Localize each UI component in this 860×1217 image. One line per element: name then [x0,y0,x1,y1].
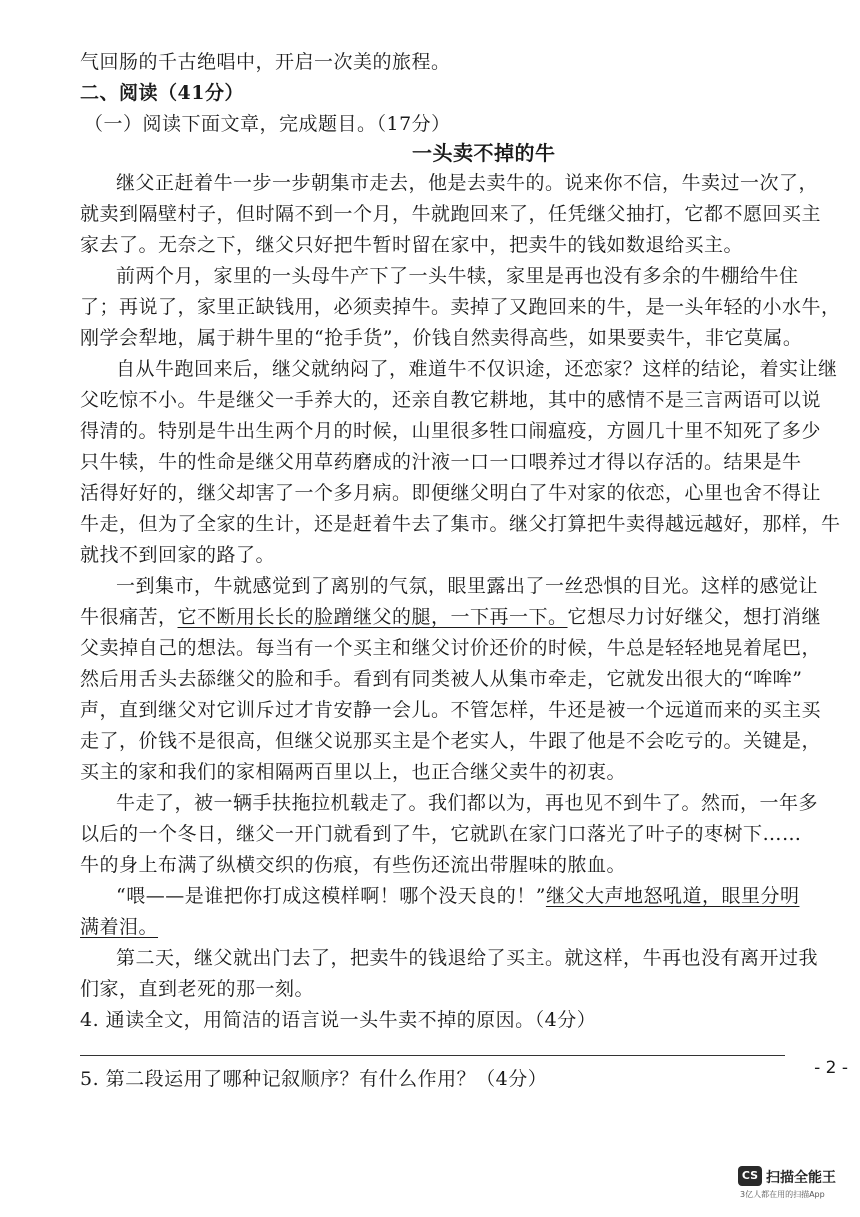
paragraph-line: 一到集市，牛就感觉到了离别的气氛，眼里露出了一丝恐惧的目光。这样的感觉让 [116,575,819,597]
paragraph-line: 们家，直到老死的那一刻。 [80,978,315,1000]
paragraph-line: 然后用舌头去舔继父的脸和手。看到有同类被人从集市牵走，它就发出很大的“哞哞” [80,668,803,690]
line-segment: 它想尽力讨好继父，想打消继 [567,606,822,628]
paragraph-line: 父吃惊不小。牛是继父一手养大的，还亲自教它耕地，其中的感情不是三言两语可以说 [80,389,822,411]
paragraph-line [116,883,799,909]
line-segment: 牛很痛苦， [80,606,178,628]
paragraph-line: 了；再说了，家里正缺钱用，必须卖掉牛。卖掉了又跑回来的牛，是一头年轻的小水牛， [80,296,841,318]
article-title: 一头卖不掉的牛 [412,141,556,165]
question-4: 4. 通读全文，用简洁的语言说一头牛卖不掉的原因。（4分） [80,1009,597,1031]
paragraph-line: 买主的家和我们的家相隔两百里以上，也正合继父卖牛的初衷。 [80,761,627,783]
line-segment: “喂——是谁把你打成这模样啊！哪个没天良的！” [116,885,546,907]
paragraph-line: 就找不到回家的路了。 [80,544,276,566]
paragraph-line: 继父正赶着牛一步一步朝集市走去，他是去卖牛的。说来你不信，牛卖过一次了， [116,172,819,194]
paragraph-line: 牛走了，被一辆手扶拖拉机载走了。我们都以为，再也见不到牛了。然而，一年多 [116,792,819,814]
camscanner-logo-icon: CS [738,1166,762,1186]
paragraph-line: 以后的一个冬日，继父一开门就看到了牛，它就趴在家门口落光了叶子的枣树下…… [80,823,802,845]
paragraph-line [80,604,821,630]
paragraph-line: 父卖掉自己的想法。每当有一个买主和继父讨价还价的时候，牛总是轻轻地晃着尾巴， [80,637,822,659]
paragraph-line: 刚学会犁地，属于耕牛里的“抢手货”，价钱自然卖得高些，如果要卖牛，非它莫属。 [80,327,803,349]
paragraph-line: 牛的身上布满了纵横交织的伤痕，有些伤还流出带腥味的脓血。 [80,854,627,876]
paragraph-line: 活得好好的，继父却害了一个多月病。即便继父明白了牛对家的依恋，心里也舍不得让 [80,482,822,504]
underlined-sentence: 继父大声地怒吼道，眼里分明 [545,885,800,907]
watermark-subtitle: 3亿人都在用的扫描App [740,1190,825,1199]
answer-line [80,1055,785,1056]
paragraph-line: 牛走，但为了全家的生计，还是赶着牛去了集市。继父打算把牛卖得越远越好，那样，牛 [80,513,841,535]
underlined-sentence: 它不断用长长的脸蹭继父的腿，一下再一下。 [177,606,568,628]
question-5: 5. 第二段运用了哪种记叙顺序？有什么作用？（4分） [80,1068,548,1090]
subsection-heading: （一）阅读下面文章，完成题目。（17分） [84,113,451,135]
text-line: 气回肠的千古绝唱中，开启一次美的旅程。 [80,51,451,73]
paragraph-line: 前两个月，家里的一头母牛产下了一头牛犊，家里是再也没有多余的牛棚给牛住 [116,265,799,287]
page-number: - 2 - [814,1058,848,1078]
scanner-watermark [738,1166,848,1206]
paragraph-line: 就卖到隔壁村子，但时隔不到一个月，牛就跑回来了，任凭继父抽打，它都不愿回买主 [80,203,822,225]
underlined-sentence: 满着泪。 [80,916,159,938]
paragraph-line: 得清的。特别是牛出生两个月的时候，山里很多牲口闹瘟疫，方圆几十里不知死了多少 [80,420,822,442]
paragraph-line: 第二天，继父就出门去了，把卖牛的钱退给了买主。就这样，牛再也没有离开过我 [116,947,819,969]
paragraph-line: 走了，价钱不是很高，但继父说那买主是个老实人，牛跟了他是不会吃亏的。关键是， [80,730,822,752]
paragraph-line: 只牛犊，牛的性命是继父用草药磨成的汁液一口一口喂养过才得以存活的。结果是牛 [80,451,802,473]
paragraph-line: 声，直到继父对它训斥过才肯安静一会儿。不管怎样，牛还是被一个远道而来的买主买 [80,699,822,721]
paragraph-line: 家去了。无奈之下，继父只好把牛暂时留在家中，把卖牛的钱如数退给买主。 [80,234,744,256]
section-heading: 二、阅读（41分） [80,82,244,104]
paragraph-line: 自从牛跑回来后，继父就纳闷了，难道牛不仅识途，还恋家？这样的结论，着实让继 [116,358,838,380]
watermark-name: 扫描全能王 [766,1170,836,1186]
